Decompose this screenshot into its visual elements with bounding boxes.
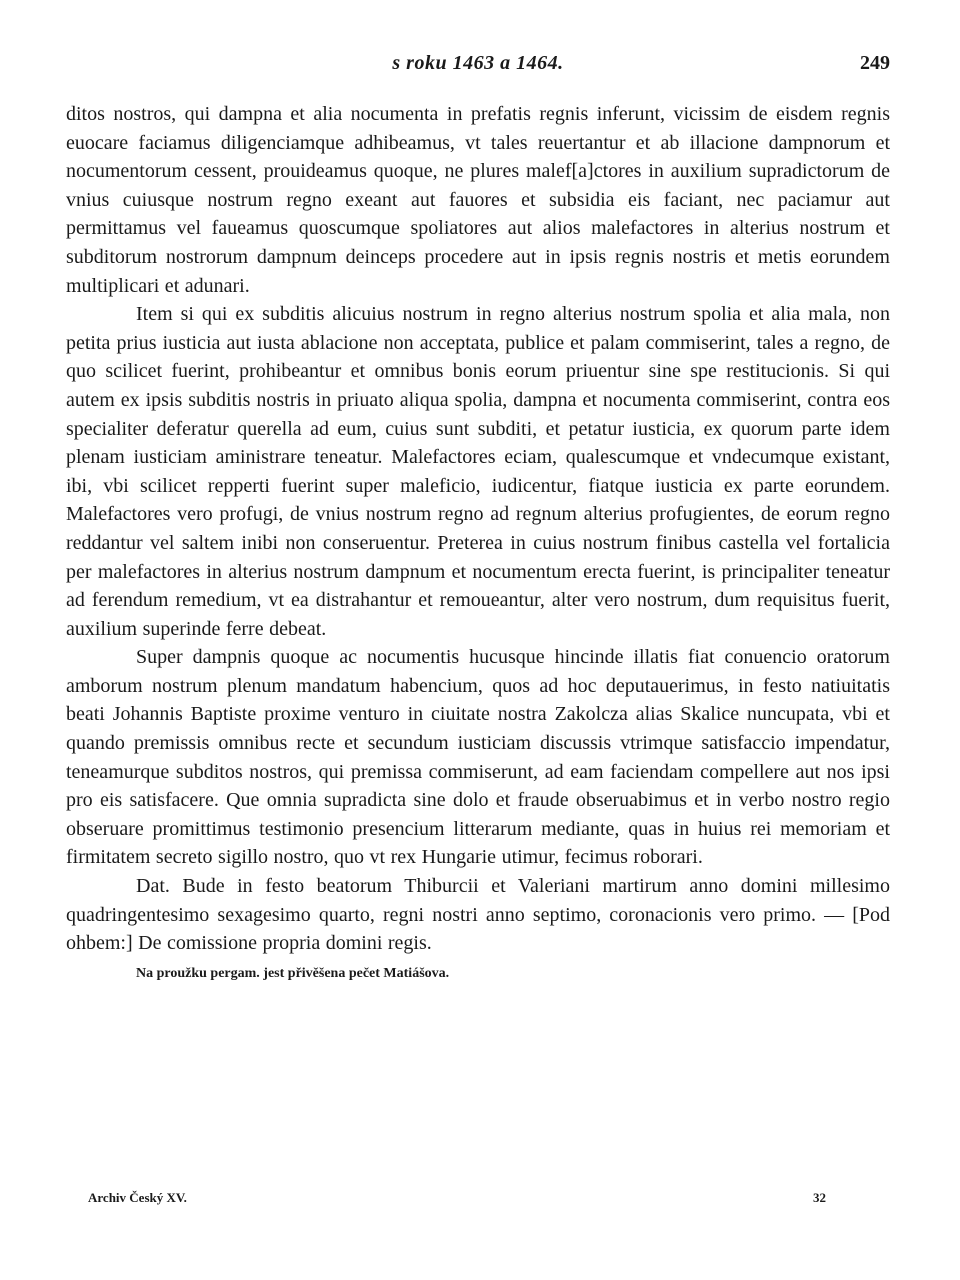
paragraph-dating-clause: Dat. Bude in festo beatorum Thiburcii et Valeriani martirum anno domini millesimo quadringentesimo sexagesimo quarto, regni nostri anno septimo, coronacionis vero primo. — [Pod ohbem:] De comissione propria domini regis. <box>66 875 890 955</box>
sheet-number: 32 <box>813 1190 826 1205</box>
signature-mark: Archiv Český XV. <box>88 1190 187 1205</box>
paragraph-super-dampnis: Super dampnis quoque ac nocumentis hucusque hincinde illatis fiat conuencio oratorum amborum nostrum plenum mandatum habencium, quos ad hoc deputauerimus, in festo natiuitatis beati Johannis Baptiste proxime venturo in ciuitate nostra Zakolcza alias Skalice nuncupata, vbi et quando premissis omnibus recte et secundum iusticiam discussis vtrimque satisfaccio impendatur, teneamurque subditos nostros, qui premissa commiserunt, ad eam faciendam compellere aut nos ipsi pro eis satisfacere. Que omnia supradicta sine dolo et fraude obseruabimus et in verbo nostro regio obseruare promittimus testimonio presencium litterarum mediante, quas in huius rei memoriam et firmitatem secreto sigillo nostro, quo vt rex Hungarie utimur, fecimus roborari. <box>66 646 890 869</box>
running-title: s roku 1463 a 1464. <box>392 52 564 74</box>
seal-note: Na proužku pergam. jest přivěšena pečet Matiášova. <box>136 965 450 981</box>
running-head <box>66 52 890 88</box>
page-number: 249 <box>860 52 890 74</box>
page-footer <box>88 1190 826 1210</box>
body-text <box>66 100 890 984</box>
paragraph-item: Item si qui ex subditis alicuius nostrum in regno alterius nostrum spolia et alia mala, non petita prius iusticia aut iusta ablacione non acceptata, publice et palam commiserint, tales a regno, de quo scilicet fuerint, prohibeantur et omnibus bonis eorum priuentur sine spe restitucionis. Si qui autem ex ipsis subditis nostris in priuato aliqua spolia, dampna et nocumenta commiserint, contra eos specialiter deferatur querella ad eum, cuius sunt subditi, et petatur iusticia, ex quorum parte idem plenam iusticiam aministrare teneatur. Malefactores eciam, qualescumque et vndecumque existant, ibi, vbi scilicet repperti fuerint super maleficio, iudicentur, fiatque iusticia ex parte eorundem. Malefactores vero profugi, de vnius nostrum regno ad regnum alterius profugientes, de eorum regno reddantur vel saltem inibi non conseruentur. Preterea in cuius nostrum finibus castella vel fortalicia per malefactores in alterius nostrum dampnum et nocumentum erecta fuerint, is principaliter teneatur ad ferendum remedium, vt ea distrahantur et remoueantur, alter vero nostrum, dum requisitus fuerit, auxilium superinde ferre debeat. <box>66 303 890 640</box>
page <box>66 52 890 1252</box>
paragraph-continuation: ditos nostros, qui dampna et alia nocumenta in prefatis regnis inferunt, vicissim de eisdem regnis euocare faciamus diligenciamque adhibeamus, vt tales reuertantur et ab illacione dampnorum et nocumentorum cessent, prouideamus quoque, ne plures malef[a]ctores in auxilium supradictorum de vnius cuiusque nostrum regno exeant aut fauores et subsidia eis faciant, nec paciamur aut permittamus vel faueamus quoscumque spoliatores aut alios malefactores in alterius nostrum et subditorum nostrorum dampnum deinceps procedere aut in ipsis regnis nostris et metis eorundem multiplicari et adunari. <box>66 103 890 297</box>
